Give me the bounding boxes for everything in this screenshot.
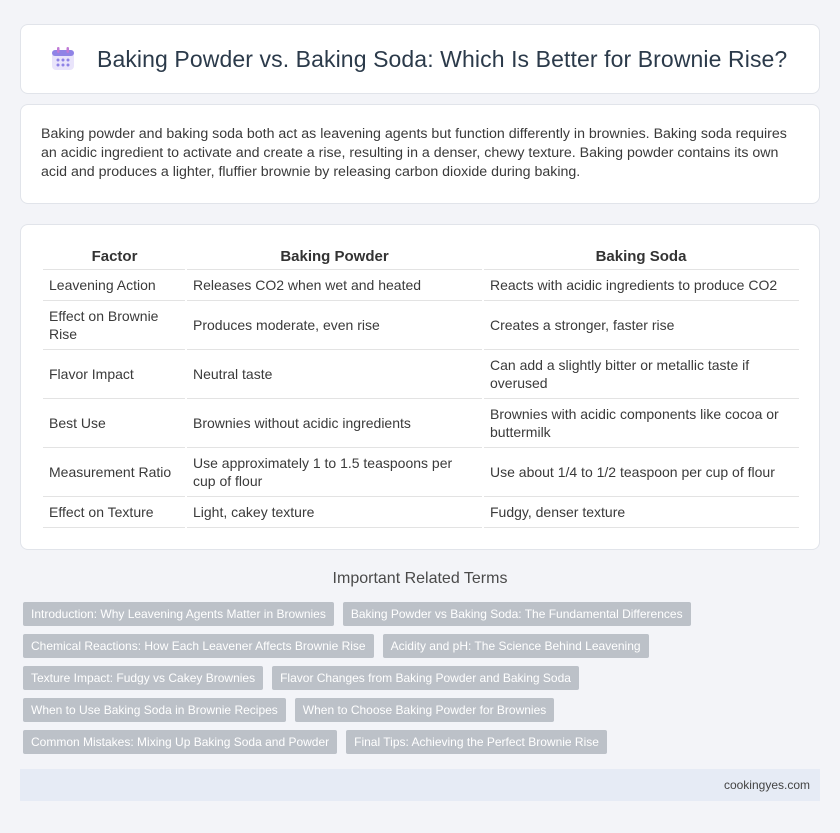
term-tag[interactable]: Introduction: Why Leavening Agents Matter in Brownies <box>23 602 334 626</box>
table-row <box>43 398 799 447</box>
table-cell: Light, cakey texture <box>186 496 483 527</box>
header-baking-soda: Baking Soda <box>483 245 799 269</box>
title-card <box>20 24 820 94</box>
term-tag[interactable]: Baking Powder vs Baking Soda: The Fundamental Differences <box>343 602 691 626</box>
table-cell: Can add a slightly bitter or metallic taste if overused <box>483 349 799 398</box>
term-row <box>23 666 823 690</box>
comparison-table <box>43 245 799 528</box>
table-cell: Flavor Impact <box>43 349 186 398</box>
term-row <box>23 730 823 754</box>
table-cell: Measurement Ratio <box>43 447 186 496</box>
table-row <box>43 447 799 496</box>
term-tag[interactable]: When to Choose Baking Powder for Brownies <box>295 698 554 722</box>
related-terms <box>23 602 823 762</box>
table-row <box>43 269 799 300</box>
page-title: Baking Powder vs. Baking Soda: Which Is Better for Brownie Rise? <box>97 45 788 72</box>
term-tag[interactable]: Flavor Changes from Baking Powder and Baking Soda <box>272 666 579 690</box>
table-cell: Releases CO2 when wet and heated <box>186 269 483 300</box>
table-row <box>43 496 799 527</box>
term-tag[interactable]: Acidity and pH: The Science Behind Leavening <box>383 634 649 658</box>
term-tag[interactable]: When to Use Baking Soda in Brownie Recipes <box>23 698 286 722</box>
table-cell: Effect on Texture <box>43 496 186 527</box>
table-cell: Leavening Action <box>43 269 186 300</box>
table-cell: Reacts with acidic ingredients to produce CO2 <box>483 269 799 300</box>
table-cell: Brownies with acidic components like cocoa or buttermilk <box>483 398 799 447</box>
term-tag[interactable]: Common Mistakes: Mixing Up Baking Soda and Powder <box>23 730 337 754</box>
comparison-card <box>20 224 820 550</box>
term-tag[interactable]: Final Tips: Achieving the Perfect Brownie Rise <box>346 730 607 754</box>
table-header-row <box>43 245 799 269</box>
table-cell: Creates a stronger, faster rise <box>483 300 799 349</box>
table-cell: Neutral taste <box>186 349 483 398</box>
table-row <box>43 300 799 349</box>
header-factor: Factor <box>43 245 186 269</box>
table-cell: Brownies without acidic ingredients <box>186 398 483 447</box>
intro-text: Baking powder and baking soda both act as leavening agents but function differently in brownies. Baking soda requires an acidic ingredient to activate and create a rise, resulting in a denser, chewy texture. Baking powder contains its own acid and produces a lighter, fluffier brownie by releasing carbon dioxide during baking. <box>41 126 787 180</box>
table-row <box>43 349 799 398</box>
term-row <box>23 634 823 658</box>
table-cell: Best Use <box>43 398 186 447</box>
term-row <box>23 698 823 722</box>
calendar-icon <box>49 45 77 73</box>
table-cell: Produces moderate, even rise <box>186 300 483 349</box>
term-row <box>23 602 823 626</box>
footer <box>20 769 820 801</box>
related-terms-title: Important Related Terms <box>332 570 508 587</box>
term-tag[interactable]: Chemical Reactions: How Each Leavener Affects Brownie Rise <box>23 634 374 658</box>
header-baking-powder: Baking Powder <box>186 245 483 269</box>
term-tag[interactable]: Texture Impact: Fudgy vs Cakey Brownies <box>23 666 263 690</box>
table-cell: Fudgy, denser texture <box>483 496 799 527</box>
table-cell: Use about 1/4 to 1/2 teaspoon per cup of flour <box>483 447 799 496</box>
table-cell: Effect on Brownie Rise <box>43 300 186 349</box>
table-cell: Use approximately 1 to 1.5 teaspoons per cup of flour <box>186 447 483 496</box>
site-name[interactable]: cookingyes.com <box>723 778 810 792</box>
intro-card <box>20 104 820 204</box>
